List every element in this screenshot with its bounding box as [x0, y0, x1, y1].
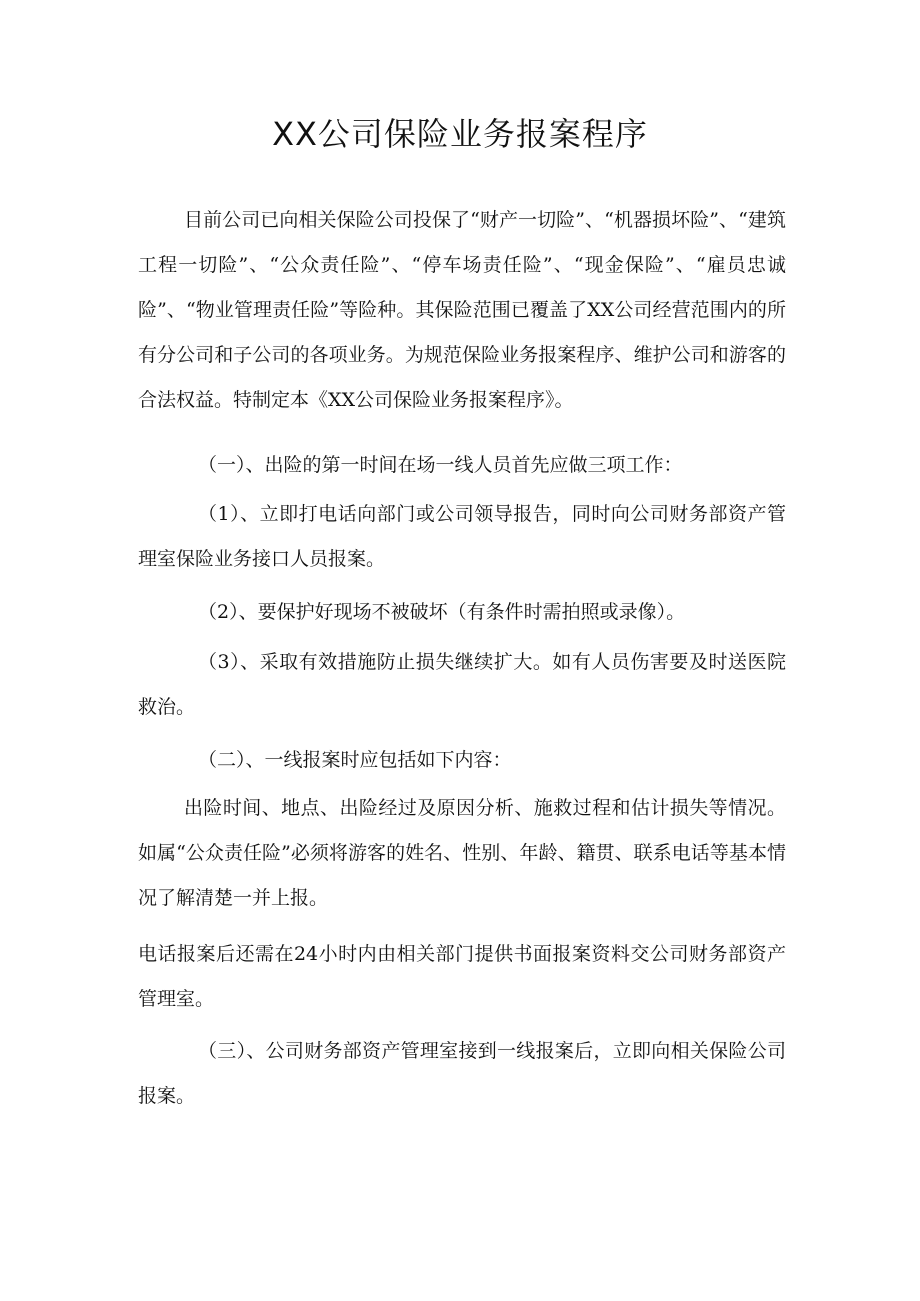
paragraph-item-3: （3）、采取有效措施防止损失继续扩大。如有人员伤害要及时送医院救治。	[138, 651, 786, 718]
paragraph-section-2: （二）、一线报案时应包括如下内容：	[198, 749, 512, 771]
paragraph-item-2: （2）、要保护好现场不被破坏（有条件时需拍照或录像）。	[198, 601, 686, 623]
paragraph-intro: 目前公司已向相关保险公司投保了“财产一切险”、“机器损坏险”、“建筑工程一切险”、“公众责任险”、“停车场责任险”、“现金保险”、“雇员忠诚险”、“物业管理责任险”等险种。其保险范围已覆盖了XX公司经营范围内的所有分公司和子公司的各项业务。为规范保险业务报案程序、维护公司和游客的合法权益。特制定本《XX公司保险业务报案程序》。	[138, 209, 786, 411]
paragraph-written-report: 电话报案后还需在24小时内由相关部门提供书面报案资料交公司财务部资产管理室。	[138, 943, 786, 1010]
document-title: XX公司保险业务报案程序	[272, 115, 648, 153]
paragraph-report-content: 出险时间、地点、出险经过及原因分析、施救过程和估计损失等情况。如属“公众责任险”必须将游客的姓名、性别、年龄、籍贯、联系电话等基本情况了解清楚一并上报。	[138, 797, 786, 909]
paragraph-section-3: （三）、公司财务部资产管理室接到一线报案后，立即向相关保险公司报案。	[138, 1040, 786, 1107]
paragraph-section-1: （一）、出险的第一时间在场一线人员首先应做三项工作：	[198, 454, 683, 476]
paragraph-item-1: （1）、立即打电话向部门或公司领导报告，同时向公司财务部资产管理室保险业务接口人员报案。	[138, 503, 786, 570]
